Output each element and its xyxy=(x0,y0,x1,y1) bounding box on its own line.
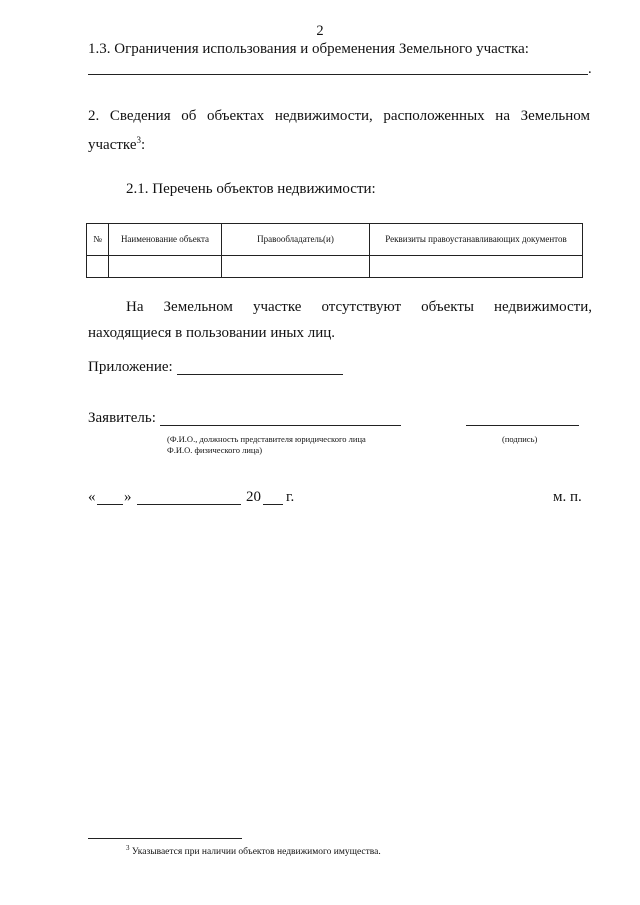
col-header-rightholder: Правообладатель(и) xyxy=(222,224,370,256)
table-header-row xyxy=(87,224,583,256)
footnote-text: Указывается при наличии объектов недвижимого имущества. xyxy=(131,847,381,857)
footnote-number: 3 xyxy=(126,843,130,852)
statement-line2: находящиеся в пользовании иных лиц. xyxy=(88,325,336,341)
applicant-caption-line1: (Ф.И.О., должность представителя юридического лица xyxy=(167,434,366,444)
section-2-1-heading: 2.1. Перечень объектов недвижимости: xyxy=(126,181,376,197)
section-2-line2-end: : xyxy=(141,137,146,153)
date-year-prefix: 20 xyxy=(246,489,261,505)
date-month-line[interactable] xyxy=(137,504,241,505)
table-cell[interactable] xyxy=(222,256,370,278)
section-1-3-fill-line xyxy=(88,74,588,75)
table-cell[interactable] xyxy=(370,256,583,278)
applicant-label: Заявитель: xyxy=(88,410,156,426)
date-day-line[interactable] xyxy=(97,504,123,505)
applicant-caption-line2: Ф.И.О. физического лица) xyxy=(167,445,263,455)
signature-caption: (подпись) xyxy=(502,434,538,444)
section-1-3-line-end: . xyxy=(588,61,592,77)
statement-line1: На Земельном участке отсутствуют объекты недвижимости, xyxy=(126,299,592,315)
signature-line[interactable] xyxy=(466,425,579,426)
page-number: 2 xyxy=(316,23,324,39)
col-header-documents: Реквизиты правоустанавливающих документов xyxy=(370,224,583,256)
table-cell[interactable] xyxy=(109,256,222,278)
date-open-quote: « xyxy=(88,489,96,505)
applicant-name-line[interactable] xyxy=(160,425,401,426)
date-close-quote: » xyxy=(124,489,132,505)
col-header-object-name: Наименование объекта xyxy=(109,224,222,256)
date-year-suffix: г. xyxy=(286,489,295,505)
section-2-line2 xyxy=(88,136,145,154)
table-row xyxy=(87,256,583,278)
col-header-number: № xyxy=(87,224,109,256)
footnote xyxy=(126,843,381,858)
attachment-label: Приложение: xyxy=(88,359,173,375)
section-2-line1: 2. Сведения об объектах недвижимости, расположенных на Земельном xyxy=(88,108,590,124)
attachment-fill-line[interactable] xyxy=(177,374,343,375)
objects-table xyxy=(86,223,583,278)
date-year-line[interactable] xyxy=(263,504,283,505)
footnote-ref: 3 xyxy=(136,135,141,145)
table-cell[interactable] xyxy=(87,256,109,278)
footnote-separator xyxy=(88,838,242,839)
section-1-3-title: 1.3. Ограничения использования и обременения Земельного участка: xyxy=(88,41,529,57)
seal-label: м. п. xyxy=(553,489,582,505)
section-2-line2-text: участке xyxy=(88,137,137,153)
